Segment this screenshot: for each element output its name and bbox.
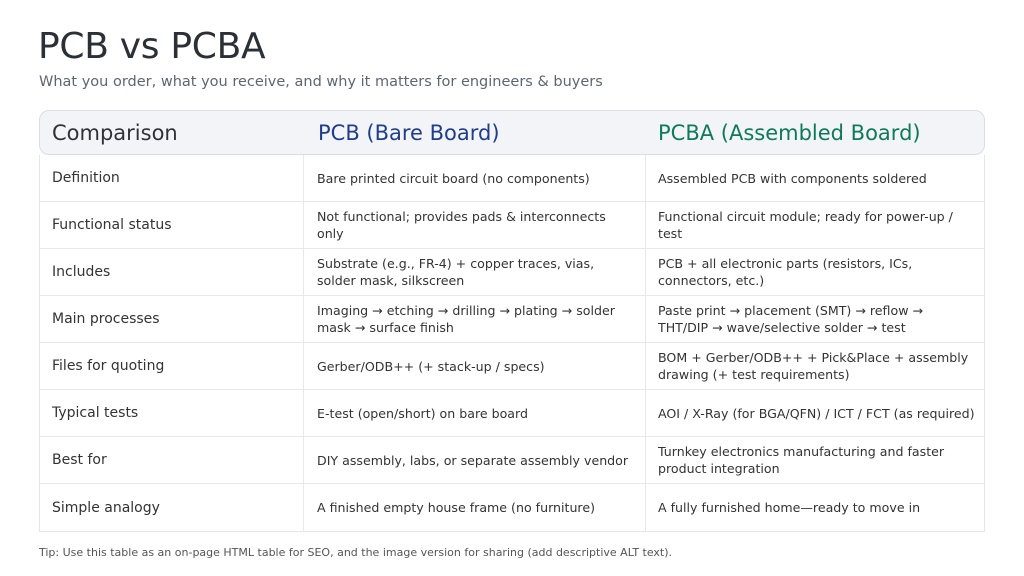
pcba-cell: PCB + all electronic parts (resistors, ICs, connectors, etc.) xyxy=(658,256,913,288)
pcb-cell: Substrate (e.g., FR-4) + copper traces, vias, solder mask, silkscreen xyxy=(304,249,646,295)
header-pcb: PCB (Bare Board) xyxy=(318,120,500,145)
pcb-cell: Imaging → etching → drilling → plating → solder mask → surface finish xyxy=(304,296,646,342)
pcba-cell: Functional circuit module; ready for power-up / test xyxy=(658,209,953,241)
comparison-table xyxy=(39,110,985,532)
table-row xyxy=(40,437,984,484)
pcba-cell: AOI / X-Ray (for BGA/QFN) / ICT / FCT (as required) xyxy=(658,405,975,421)
row-label: Typical tests xyxy=(40,390,304,436)
pcba-cell: BOM + Gerber/ODB++ + Pick&Place + assembly drawing (+ test requirements) xyxy=(658,350,969,382)
header-comparison: Comparison xyxy=(52,120,178,145)
header-pcba: PCBA (Assembled Board) xyxy=(658,120,921,145)
table-row xyxy=(40,484,984,531)
row-label: Best for xyxy=(40,437,304,483)
pcba-cell: Turnkey electronics manufacturing and faster product integration xyxy=(658,444,945,476)
row-label: Files for quoting xyxy=(40,343,304,389)
pcba-cell: Assembled PCB with components soldered xyxy=(658,170,927,186)
pcb-cell: Gerber/ODB++ (+ stack-up / specs) xyxy=(304,343,646,389)
row-label: Includes xyxy=(40,249,304,295)
table-header xyxy=(39,110,985,155)
pcb-cell: E-test (open/short) on bare board xyxy=(304,390,646,436)
table-row xyxy=(40,296,984,343)
row-label: Main processes xyxy=(40,296,304,342)
pcb-cell: DIY assembly, labs, or separate assembly vendor xyxy=(304,437,646,483)
row-label: Definition xyxy=(40,155,304,201)
table-row xyxy=(40,343,984,390)
pcb-cell: A finished empty house frame (no furniture) xyxy=(304,484,646,531)
table-row xyxy=(40,390,984,437)
tip-note: Tip: Use this table as an on-page HTML table for SEO, and the image version for sharing (add descriptive ALT text). xyxy=(39,546,673,559)
pcba-cell: Paste print → placement (SMT) → reflow → THT/DIP → wave/selective solder → test xyxy=(658,303,924,335)
page-subtitle: What you order, what you receive, and why it matters for engineers & buyers xyxy=(39,74,603,90)
row-label: Functional status xyxy=(40,202,304,248)
table-row xyxy=(40,155,984,202)
pcb-cell: Not functional; provides pads & interconnects only xyxy=(304,202,646,248)
row-label: Simple analogy xyxy=(40,484,304,531)
page-title: PCB vs PCBA xyxy=(38,26,266,67)
pcb-cell: Bare printed circuit board (no components) xyxy=(304,155,646,201)
table-row xyxy=(40,249,984,296)
table-body xyxy=(39,155,985,532)
pcba-cell: A fully furnished home—ready to move in xyxy=(658,500,921,515)
table-row xyxy=(40,202,984,249)
